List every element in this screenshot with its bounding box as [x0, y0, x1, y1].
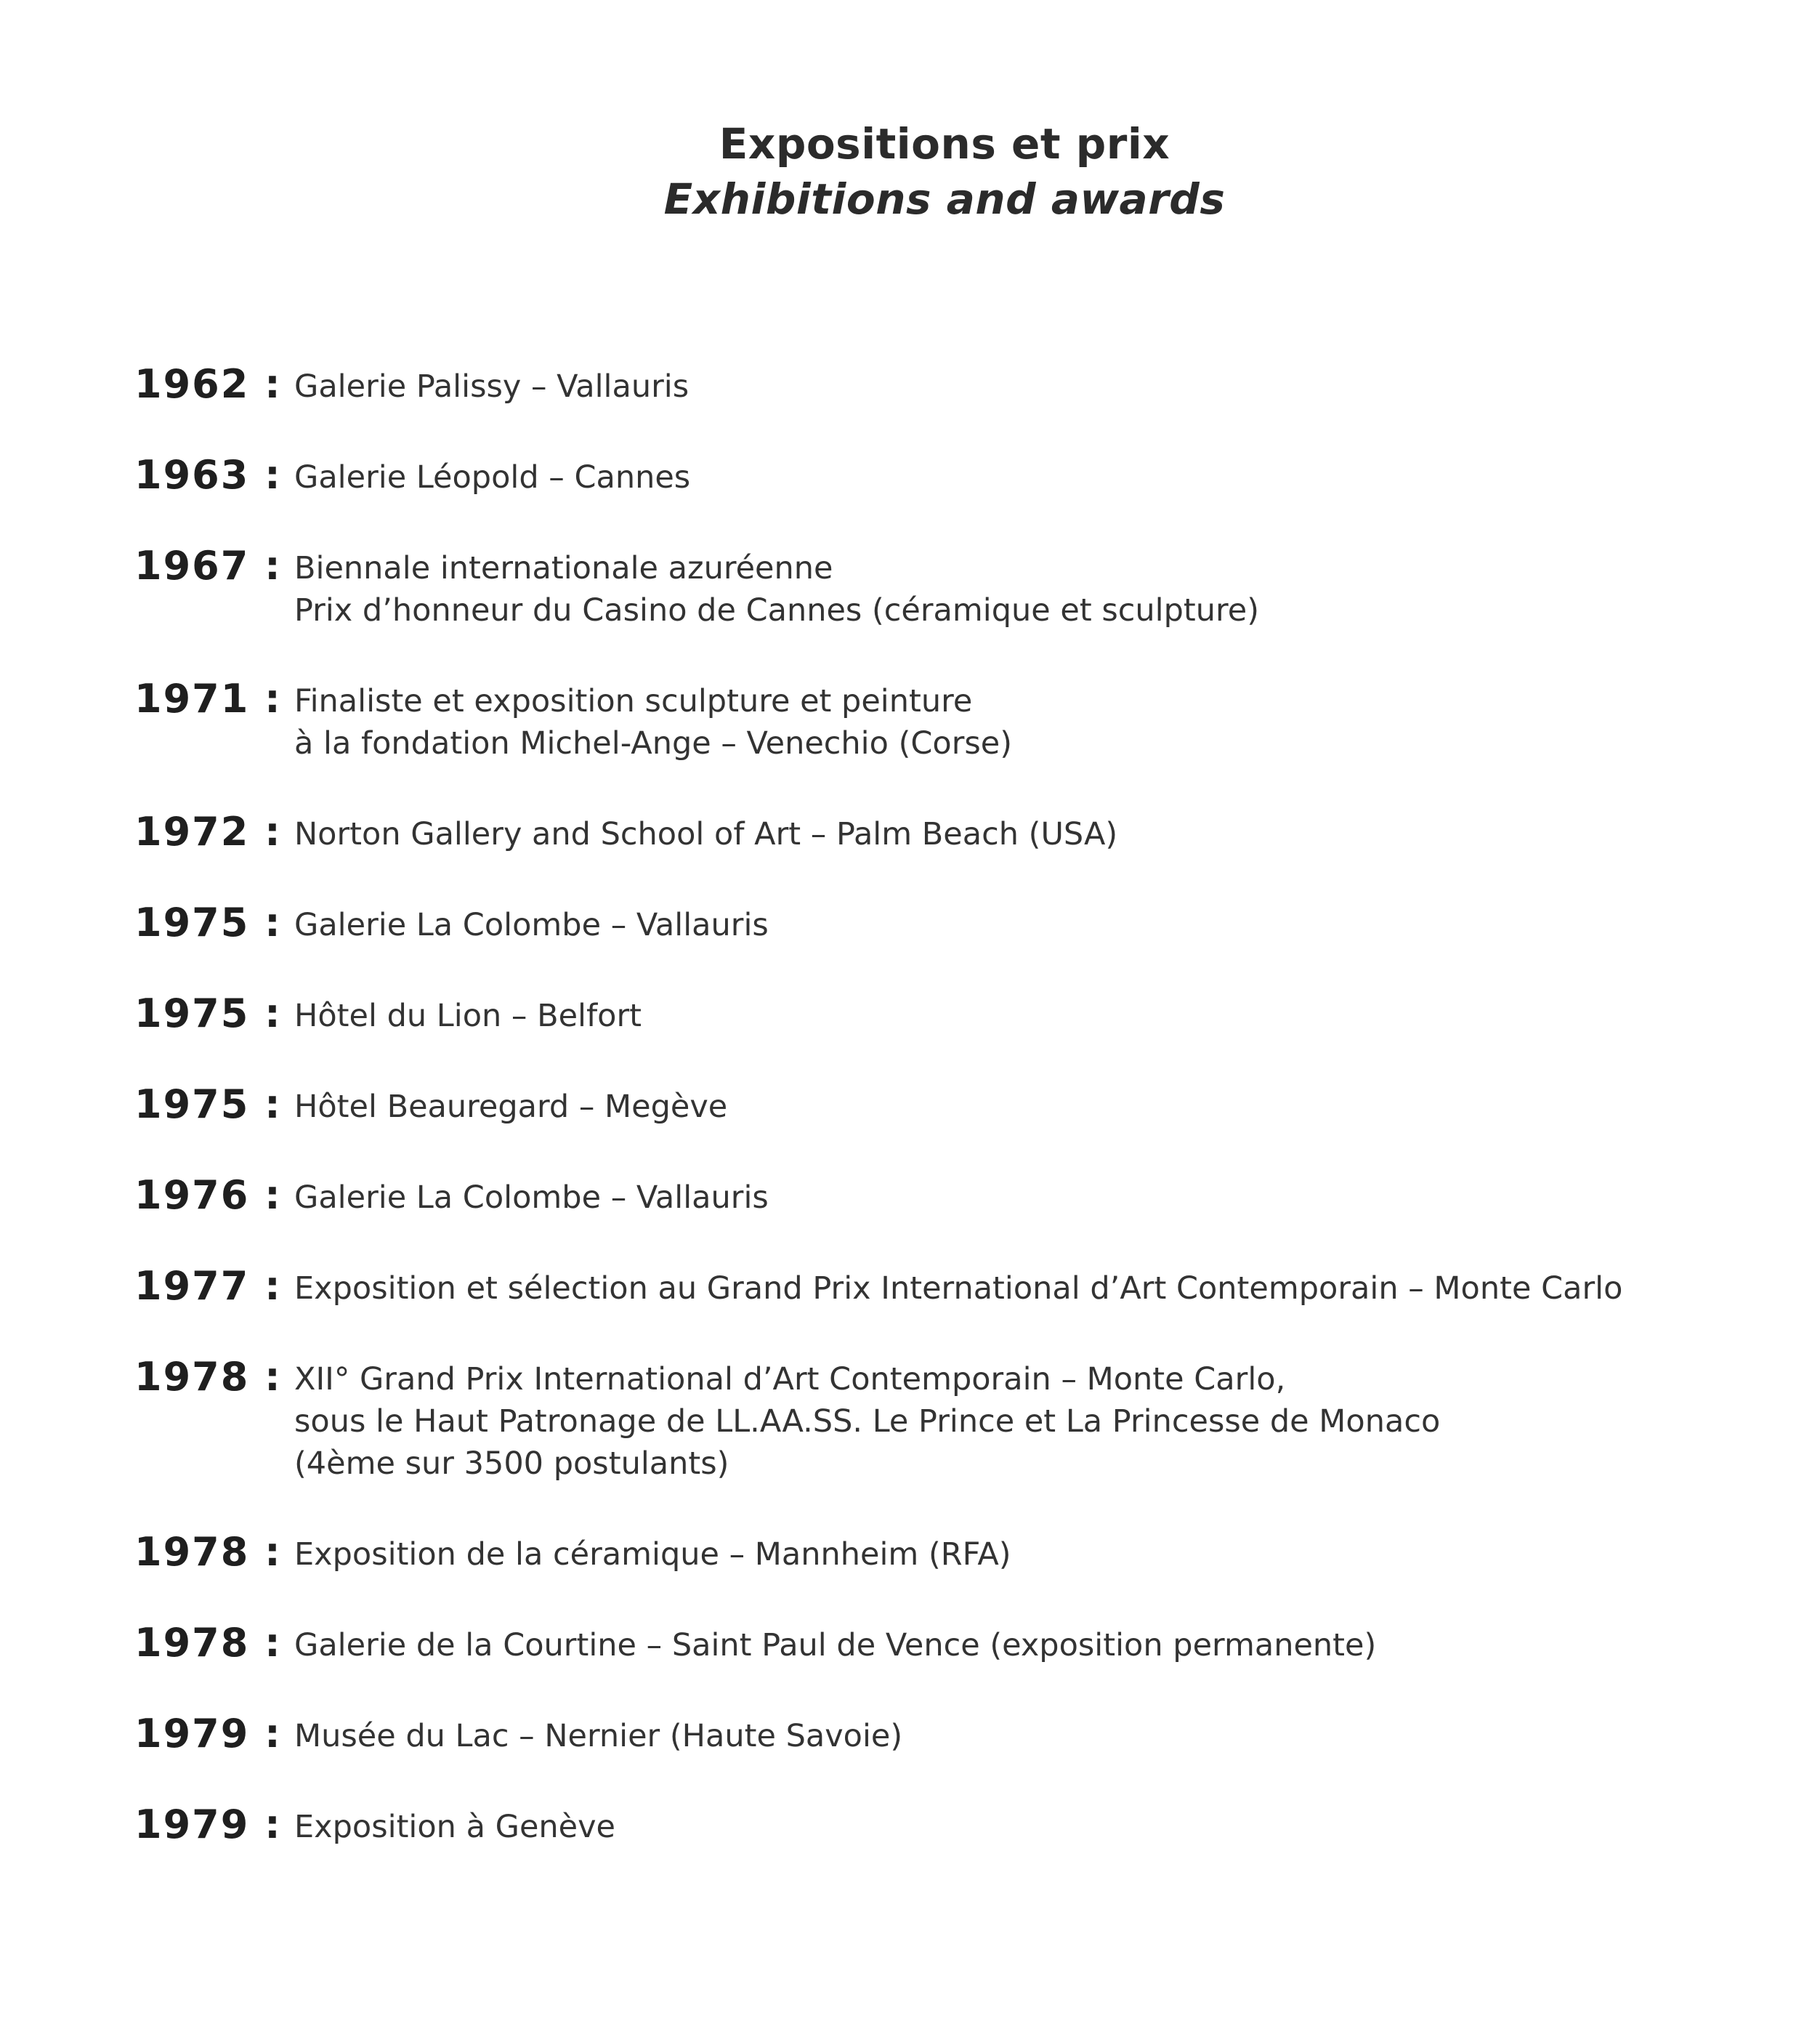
entry-description: [294, 1804, 1769, 1848]
entry-year: 1976 :: [134, 1172, 282, 1218]
entry-description-line: Exposition et sélection au Grand Prix International d’Art Contemporain – Monte Carlo: [294, 1270, 1623, 1307]
entry-year: 1975 :: [134, 991, 282, 1036]
entry-description: [294, 678, 1769, 765]
entry-description: [294, 454, 1769, 499]
entry-description-line: (4ème sur 3500 postulants): [294, 1445, 729, 1482]
entry-year: 1978 :: [134, 1529, 282, 1575]
entry-description-line: Galerie Léopold – Cannes: [294, 459, 691, 496]
entry-description-line: Hôtel du Lion – Belfort: [294, 998, 642, 1034]
list-item: [134, 1356, 1769, 1485]
entry-description-line: Musée du Lac – Nernier (Haute Savoie): [294, 1718, 903, 1754]
list-item: [134, 1531, 1769, 1576]
entry-year: 1978 :: [134, 1620, 282, 1666]
entry-year: 1975 :: [134, 900, 282, 945]
entry-year: 1967 :: [134, 543, 282, 589]
list-item: [134, 1081, 1769, 1128]
list-item: [134, 1804, 1769, 1848]
entry-year: 1977 :: [134, 1263, 282, 1309]
entry-year: 1979 :: [134, 1711, 282, 1756]
entry-description: [294, 993, 1769, 1037]
entry-description: [294, 902, 1769, 946]
list-item: [134, 811, 1769, 855]
entry-year: 1963 :: [134, 452, 282, 498]
entry-description: [294, 1174, 1769, 1219]
entry-description-line: Hôtel Beauregard – Megève: [294, 1089, 728, 1125]
list-item: [134, 363, 1769, 408]
entry-description-line: sous le Haut Patronage de LL.AA.SS. Le Prince et La Princesse de Monaco: [294, 1403, 1441, 1440]
list-item: [134, 1174, 1769, 1219]
entry-description: [294, 1713, 1769, 1757]
entry-year: 1975 :: [134, 1081, 282, 1127]
entry-year: 1972 :: [134, 809, 282, 855]
entry-description: [294, 1265, 1769, 1310]
entry-description-line: Exposition à Genève: [294, 1809, 616, 1845]
entry-description-line: Galerie de la Courtine – Saint Paul de Vence (exposition permanente): [294, 1627, 1377, 1663]
entry-description: [294, 1531, 1769, 1576]
entry-year: 1978 :: [134, 1354, 282, 1400]
entry-description: [294, 363, 1769, 408]
list-item: [134, 993, 1769, 1037]
entry-year: 1971 :: [134, 676, 282, 722]
entry-description: [294, 1356, 1769, 1485]
entry-description-line: à la fondation Michel-Ange – Venechio (Corse): [294, 725, 1013, 762]
entry-description: [294, 545, 1769, 632]
entry-description-line: Norton Gallery and School of Art – Palm Beach (USA): [294, 816, 1118, 852]
entry-year: 1962 :: [134, 361, 282, 407]
entry-description: [294, 1084, 1769, 1128]
list-item: [134, 1622, 1769, 1666]
entry-year: 1979 :: [134, 1802, 282, 1847]
entry-description-line: Prix d’honneur du Casino de Cannes (céramique et sculpture): [294, 592, 1260, 629]
list-item: [134, 1265, 1769, 1310]
exhibitions-list: [134, 363, 1769, 1895]
title-french: Expositions et prix: [719, 119, 1170, 169]
entry-description: [294, 811, 1769, 855]
list-item: [134, 454, 1769, 499]
entry-description: [294, 1622, 1769, 1666]
page-title: [0, 116, 1820, 227]
list-item: [134, 1713, 1769, 1757]
entry-description-line: Finaliste et exposition sculpture et peinture: [294, 683, 973, 719]
entry-description-line: Galerie La Colombe – Vallauris: [294, 907, 769, 943]
list-item: [134, 678, 1769, 765]
list-item: [134, 545, 1769, 632]
entry-description-line: Exposition de la céramique – Mannheim (RFA): [294, 1536, 1011, 1573]
entry-description-line: Galerie Palissy – Vallauris: [294, 368, 689, 405]
entry-description-line: Galerie La Colombe – Vallauris: [294, 1179, 769, 1216]
entry-description-line: Biennale internationale azuréenne: [294, 550, 833, 586]
title-english: Exhibitions and awards: [663, 174, 1226, 224]
list-item: [134, 902, 1769, 946]
entry-description-line: XII° Grand Prix International d’Art Contemporain – Monte Carlo,: [294, 1361, 1286, 1397]
